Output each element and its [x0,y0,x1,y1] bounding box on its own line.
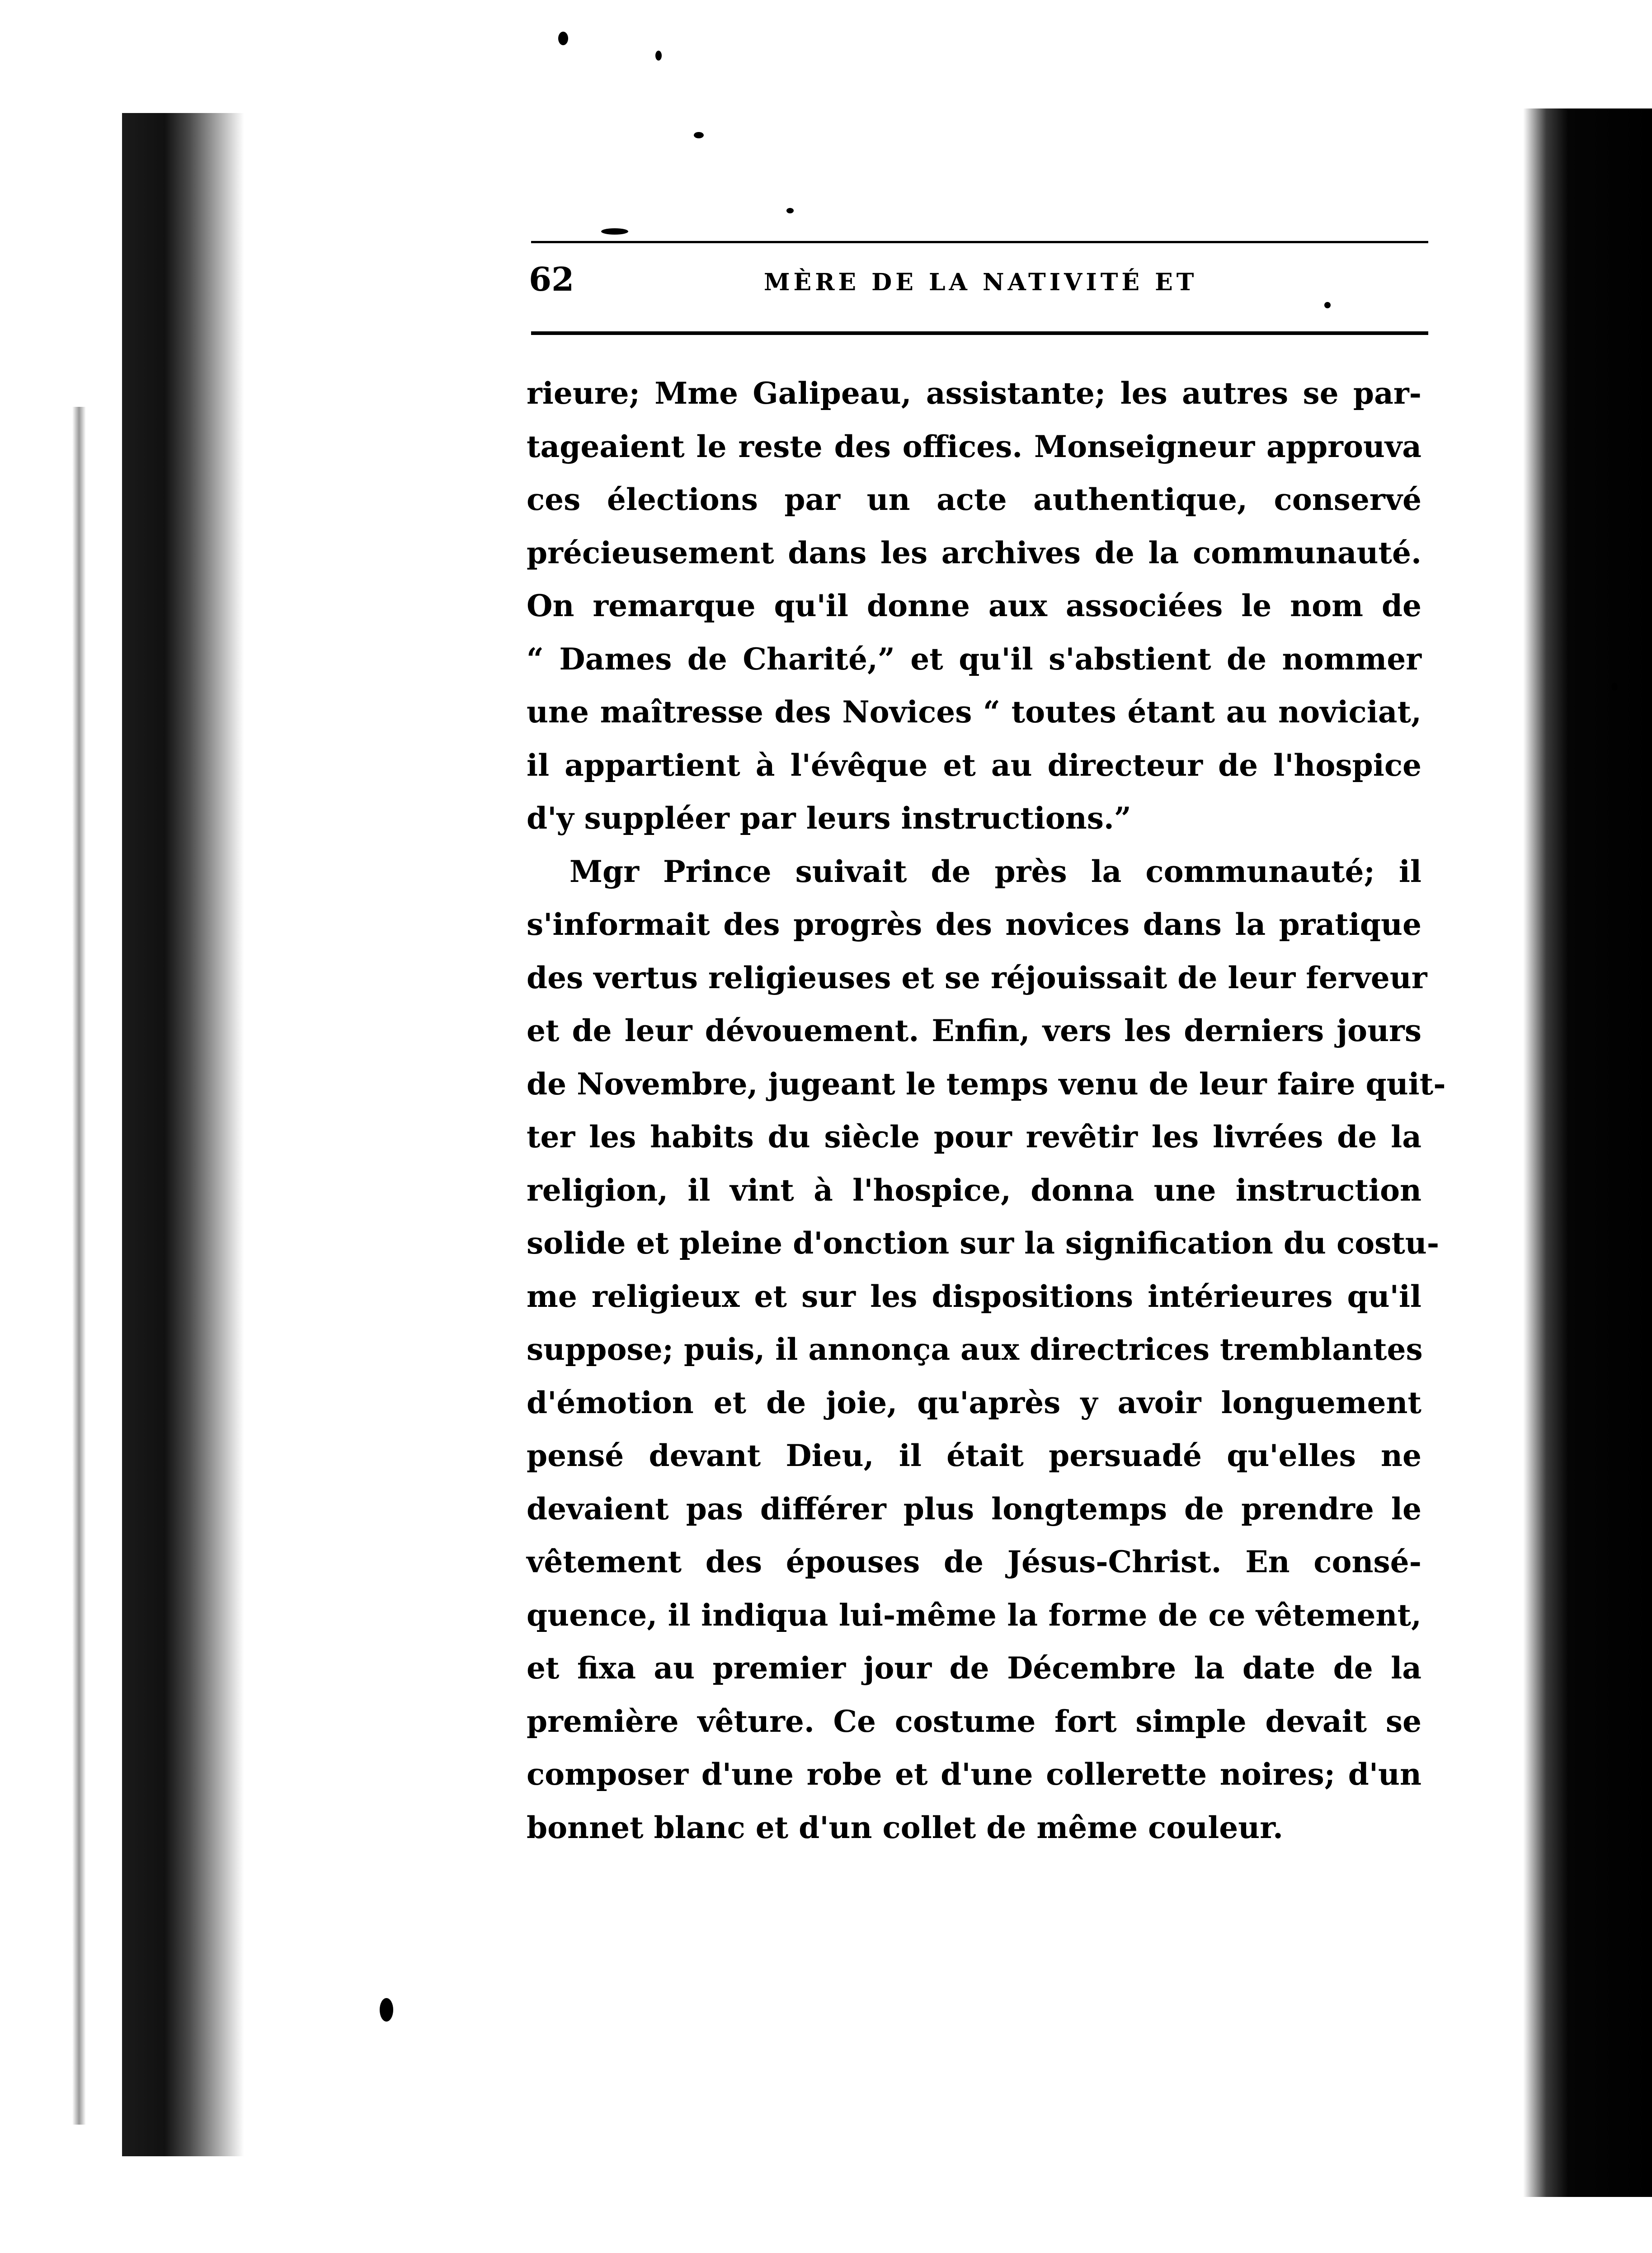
text-line: ter les habits du siècle pour revêtir les livrées de la [527,1119,1421,1155]
text-line: quence, il indiqua lui-même la forme de ce vêtement, [527,1597,1421,1633]
text-line: première vêture. Ce costume fort simple devait se [527,1703,1421,1739]
running-title: MÈRE DE LA NATIVITÉ ET [764,269,1198,296]
ink-speck [1324,302,1331,308]
ink-speck [786,208,794,213]
paragraph-last-line: d'y suppléer par leurs instructions.” [527,801,1131,836]
text-line: ces élections par un acte authentique, conservé [527,482,1421,517]
text-line: “ Dames de Charité,” et qu'il s'abstient de nommer [527,641,1421,677]
ink-speck [380,1998,393,2022]
text-line: composer d'une robe et d'une collerette noires; d'un [527,1757,1421,1792]
text-line: précieusement dans les archives de la communauté. [527,535,1421,570]
scan-border-left [122,113,244,2156]
paragraph-first-line: Mgr Prince suivait de près la communauté; il [569,853,1421,889]
ink-speck [694,132,704,138]
page-number: 62 [529,260,574,298]
text-line: et de leur dévouement. Enfin, vers les derniers jours [527,1013,1421,1048]
text-line: suppose; puis, il annonça aux directrices tremblantes [527,1332,1423,1367]
text-line: vêtement des épouses de Jésus-Christ. En consé- [527,1544,1421,1579]
ink-speck [558,32,568,45]
text-line: pensé devant Dieu, il était persuadé qu'elles ne [527,1438,1421,1473]
text-line: religion, il vint à l'hospice, donna une instruction [527,1172,1421,1208]
text-line: solide et pleine d'onction sur la signification du costu- [527,1225,1440,1261]
text-line: rieure; Mme Galipeau, assistante; les autres se par- [527,376,1421,411]
ink-speck [601,228,628,235]
text-line: tageaient le reste des offices. Monseigneur approuva [527,429,1421,464]
header-rule-bottom [531,331,1428,335]
scan-border-right [1523,108,1652,2197]
text-line: une maîtresse des Novices “ toutes étant au noviciat, [527,694,1421,730]
text-line: s'informait des progrès des novices dans la pratique [527,907,1421,942]
text-line: de Novembre, jugeant le temps venu de leur faire quit- [527,1066,1446,1102]
text-line: me religieux et sur les dispositions intérieures qu'il [527,1278,1421,1314]
scan-streak-left [72,407,86,2125]
body-text [527,367,1446,1854]
text-line: On remarque qu'il donne aux associées le nom de [527,588,1421,623]
paragraph-last-line: bonnet blanc et d'un collet de même couleur. [527,1810,1283,1845]
ink-speck [655,51,662,61]
ink-speck [1611,683,1618,691]
text-line: et fixa au premier jour de Décembre la date de la [527,1650,1421,1686]
text-line: il appartient à l'évêque et au directeur de l'hospice [527,747,1421,783]
text-line: d'émotion et de joie, qu'après y avoir longuement [527,1385,1421,1420]
text-line: des vertus religieuses et se réjouissait de leur ferveur [527,960,1427,995]
text-line: devaient pas différer plus longtemps de prendre le [527,1491,1421,1527]
header-rule-top [531,241,1428,243]
